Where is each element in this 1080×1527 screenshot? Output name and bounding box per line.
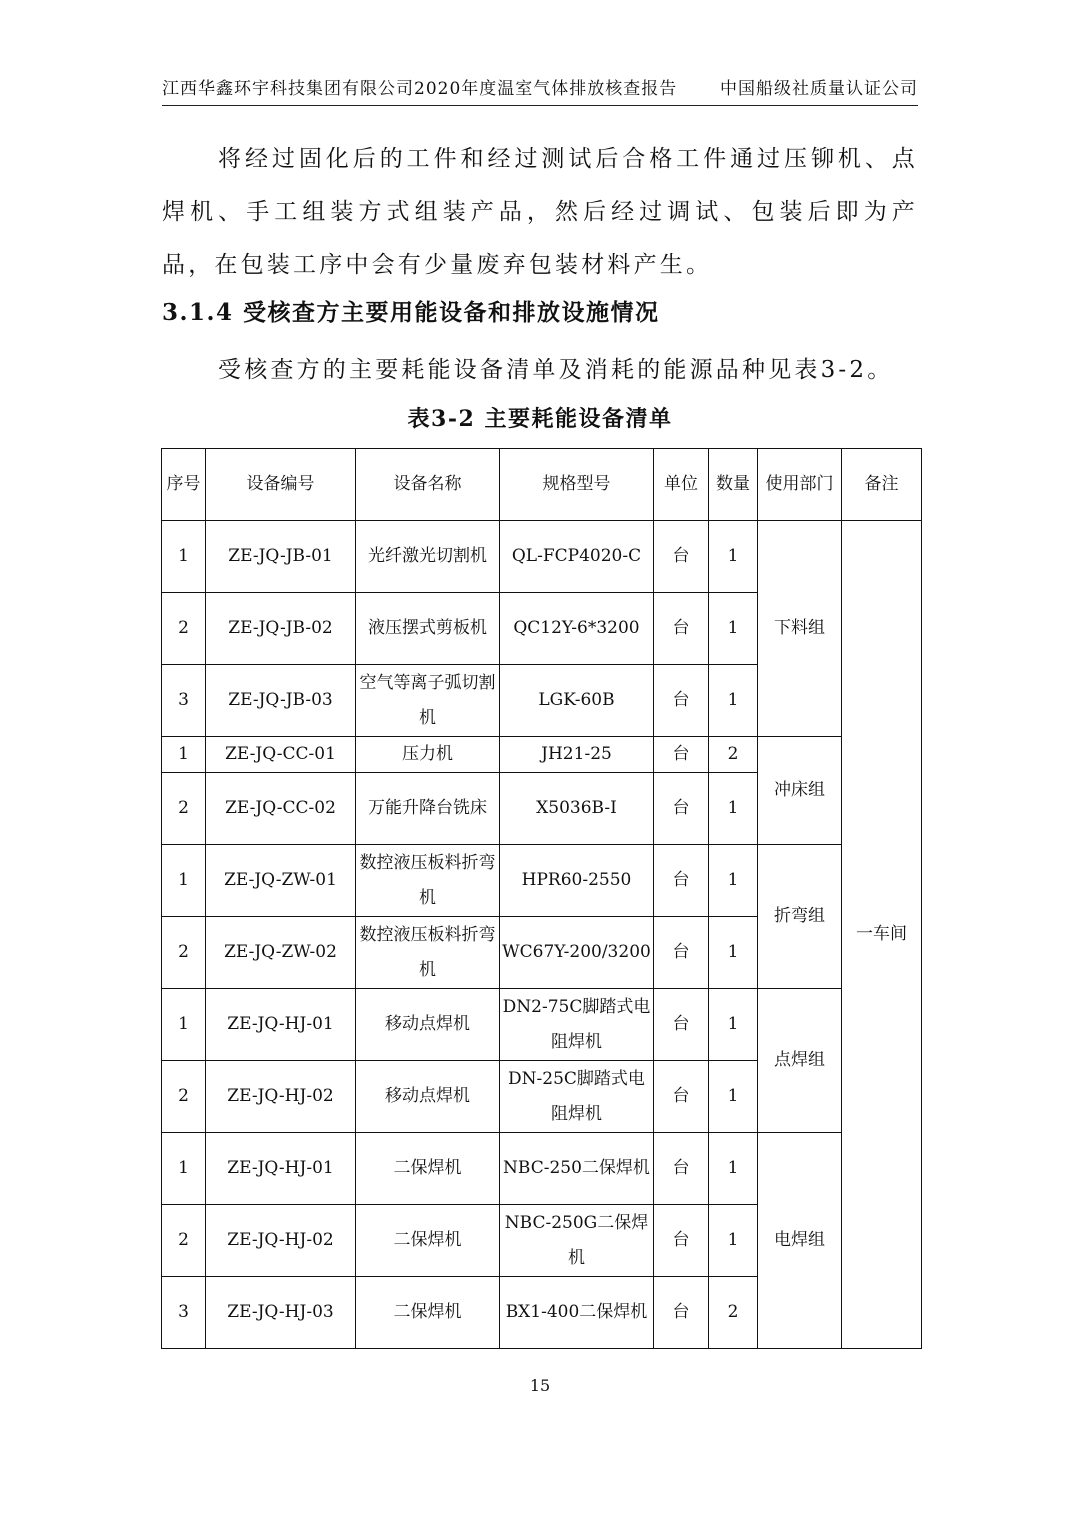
cell-model: NBC-250G二保焊机: [500, 1205, 654, 1277]
header-cell-name: 设备名称: [356, 449, 500, 521]
cell-code: ZE-JQ-CC-02: [206, 773, 356, 845]
cell-name: 二保焊机: [356, 1277, 500, 1349]
page-header: [162, 74, 918, 106]
cell-model: HPR60-2550: [500, 845, 654, 917]
cell-code: ZE-JQ-ZW-01: [206, 845, 356, 917]
table-row: [162, 845, 922, 917]
section-heading: 3.1.4 受核查方主要用能设备和排放设施情况: [162, 299, 660, 326]
cell-unit: 台: [654, 521, 709, 593]
cell-dept-zhewan: 折弯组: [758, 845, 842, 989]
cell-unit: 台: [654, 665, 709, 737]
cell-unit: 台: [654, 593, 709, 665]
cell-qty: 1: [709, 593, 758, 665]
cell-unit: 台: [654, 917, 709, 989]
cell-unit: 台: [654, 1061, 709, 1133]
cell-unit: 台: [654, 1277, 709, 1349]
cell-code: ZE-JQ-ZW-02: [206, 917, 356, 989]
cell-unit: 台: [654, 1205, 709, 1277]
header-cell-model: 规格型号: [500, 449, 654, 521]
cell-no: 1: [162, 1133, 206, 1205]
cell-qty: 1: [709, 1205, 758, 1277]
cell-qty: 1: [709, 1133, 758, 1205]
cell-dept-dianhan: 点焊组: [758, 989, 842, 1133]
cell-model: QC12Y-6*3200: [500, 593, 654, 665]
cell-no: 2: [162, 917, 206, 989]
cell-qty: 1: [709, 989, 758, 1061]
cell-unit: 台: [654, 737, 709, 773]
cell-model: DN-25C脚踏式电阻焊机: [500, 1061, 654, 1133]
cell-code: ZE-JQ-CC-01: [206, 737, 356, 773]
cell-no: 2: [162, 773, 206, 845]
header-cell-dept: 使用部门: [758, 449, 842, 521]
table-header-row: [162, 449, 922, 521]
table-row: [162, 737, 922, 773]
cell-name: 数控液压板料折弯机: [356, 845, 500, 917]
cell-qty: 1: [709, 665, 758, 737]
cell-no: 1: [162, 521, 206, 593]
cell-name: 光纤激光切割机: [356, 521, 500, 593]
cell-no: 1: [162, 845, 206, 917]
cell-unit: 台: [654, 1133, 709, 1205]
header-cell-qty: 数量: [709, 449, 758, 521]
table-row: [162, 1133, 922, 1205]
cell-model: JH21-25: [500, 737, 654, 773]
cell-remark: 一车间: [842, 521, 922, 1349]
body-paragraph-intro: 受核查方的主要耗能设备清单及消耗的能源品种见表3-2。: [218, 357, 894, 383]
cell-qty: 1: [709, 917, 758, 989]
cell-code: ZE-JQ-HJ-02: [206, 1205, 356, 1277]
cell-no: 3: [162, 1277, 206, 1349]
table-row: [162, 521, 922, 593]
cell-code: ZE-JQ-JB-01: [206, 521, 356, 593]
cell-name: 压力机: [356, 737, 500, 773]
cell-no: 3: [162, 665, 206, 737]
cell-qty: 2: [709, 737, 758, 773]
cell-qty: 2: [709, 1277, 758, 1349]
cell-code: ZE-JQ-JB-03: [206, 665, 356, 737]
cell-dept-chuangchuang: 冲床组: [758, 737, 842, 845]
cell-name: 数控液压板料折弯机: [356, 917, 500, 989]
cell-dept-xialiao: 下料组: [758, 521, 842, 737]
header-cell-code: 设备编号: [206, 449, 356, 521]
cell-code: ZE-JQ-HJ-03: [206, 1277, 356, 1349]
cell-model: X5036B-I: [500, 773, 654, 845]
cell-model: DN2-75C脚踏式电阻焊机: [500, 989, 654, 1061]
cell-code: ZE-JQ-HJ-01: [206, 989, 356, 1061]
cell-model: BX1-400二保焊机: [500, 1277, 654, 1349]
cell-model: WC67Y-200/3200: [500, 917, 654, 989]
cell-qty: 1: [709, 773, 758, 845]
page-number: 15: [529, 1376, 551, 1395]
cell-unit: 台: [654, 845, 709, 917]
header-organization: 中国船级社质量认证公司: [720, 79, 918, 99]
cell-qty: 1: [709, 845, 758, 917]
cell-name: 万能升降台铣床: [356, 773, 500, 845]
cell-no: 1: [162, 989, 206, 1061]
cell-code: ZE-JQ-HJ-01: [206, 1133, 356, 1205]
cell-code: ZE-JQ-JB-02: [206, 593, 356, 665]
cell-model: LGK-60B: [500, 665, 654, 737]
header-cell-unit: 单位: [654, 449, 709, 521]
body-paragraph-assembly: 将经过固化后的工件和经过测试后合格工件通过压铆机、点焊机、手工组装方式组装产品，然后经过调试、包装后即为产品，在包装工序中会有少量废弃包装材料产生。: [162, 146, 918, 278]
cell-qty: 1: [709, 1061, 758, 1133]
cell-qty: 1: [709, 521, 758, 593]
equipment-table: [161, 448, 922, 1349]
table-row: [162, 989, 922, 1061]
cell-no: 2: [162, 1061, 206, 1133]
cell-name: 移动点焊机: [356, 1061, 500, 1133]
cell-dept-dianhanzu: 电焊组: [758, 1133, 842, 1349]
table-caption: 表3-2 主要耗能设备清单: [407, 406, 673, 432]
header-cell-remark: 备注: [842, 449, 922, 521]
cell-unit: 台: [654, 773, 709, 845]
cell-no: 1: [162, 737, 206, 773]
cell-name: 空气等离子弧切割机: [356, 665, 500, 737]
cell-name: 二保焊机: [356, 1133, 500, 1205]
cell-code: ZE-JQ-HJ-02: [206, 1061, 356, 1133]
header-cell-no: 序号: [162, 449, 206, 521]
cell-model: QL-FCP4020-C: [500, 521, 654, 593]
cell-name: 液压摆式剪板机: [356, 593, 500, 665]
cell-no: 2: [162, 1205, 206, 1277]
cell-unit: 台: [654, 989, 709, 1061]
header-report-title: 江西华鑫环宇科技集团有限公司2020年度温室气体排放核查报告: [162, 79, 678, 99]
cell-model: NBC-250二保焊机: [500, 1133, 654, 1205]
cell-no: 2: [162, 593, 206, 665]
cell-name: 二保焊机: [356, 1205, 500, 1277]
cell-name: 移动点焊机: [356, 989, 500, 1061]
